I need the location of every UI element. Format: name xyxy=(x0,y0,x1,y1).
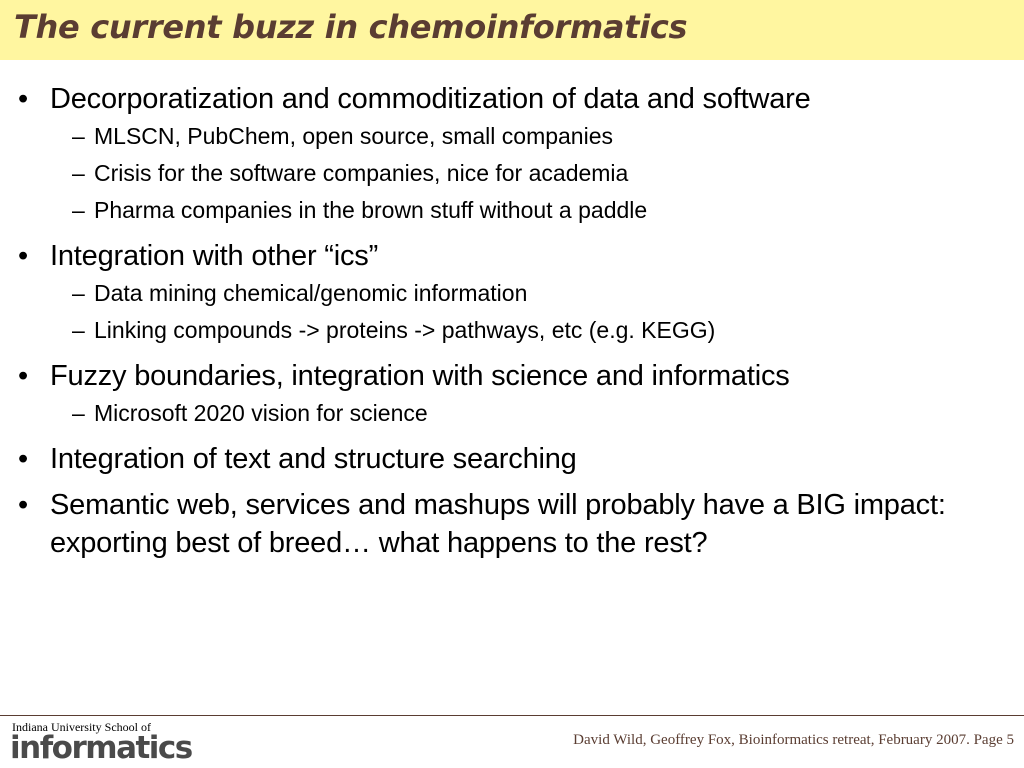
bullet-text: Integration of text and structure searching xyxy=(50,443,577,475)
bullet-list xyxy=(18,80,978,562)
sub-text: MLSCN, PubChem, open source, small companies xyxy=(94,123,614,149)
bullet-marker: • xyxy=(18,360,29,392)
bullet-marker: • xyxy=(18,443,29,475)
bullet-marker: • xyxy=(18,83,29,115)
sub-item xyxy=(50,312,978,349)
bullet-text: Decorporatization and commoditization of data and software xyxy=(50,83,811,115)
bullet-item xyxy=(18,357,978,432)
sub-list xyxy=(50,118,978,229)
bullet-text: Fuzzy boundaries, integration with science and informatics xyxy=(50,360,790,392)
sub-item xyxy=(50,192,978,229)
bullet-item xyxy=(18,237,978,349)
sub-text: Data mining chemical/genomic information xyxy=(94,280,528,306)
sub-marker: – xyxy=(72,123,85,149)
slide-body xyxy=(18,80,978,570)
bullet-marker: • xyxy=(18,240,29,272)
sub-text: Microsoft 2020 vision for science xyxy=(94,400,428,426)
bullet-text: Integration with other “ics” xyxy=(50,240,379,272)
sub-marker: – xyxy=(72,280,85,306)
sub-text: Crisis for the software companies, nice for academia xyxy=(94,160,629,186)
sub-text: Linking compounds -> proteins -> pathways, etc (e.g. KEGG) xyxy=(94,317,716,343)
sub-text: Pharma companies in the brown stuff without a paddle xyxy=(94,197,648,223)
sub-item xyxy=(50,395,978,432)
bullet-item xyxy=(18,440,978,478)
logo-word: informatics xyxy=(10,730,192,766)
bullet-marker: • xyxy=(18,489,29,521)
slide-title: The current buzz in chemoinformatics xyxy=(14,8,688,46)
informatics-logo xyxy=(10,718,200,766)
footer-divider xyxy=(0,715,1024,716)
bullet-text: Semantic web, services and mashups will probably have a BIG impact: exporting best of breed… what happens to the rest? xyxy=(50,489,946,559)
sub-list xyxy=(50,395,978,432)
sub-marker: – xyxy=(72,197,85,223)
sub-marker: – xyxy=(72,160,85,186)
logo-caption: Indiana University School of xyxy=(12,720,151,734)
bullet-item xyxy=(18,80,978,229)
sub-item xyxy=(50,118,978,155)
sub-list xyxy=(50,275,978,349)
sub-marker: – xyxy=(72,400,85,426)
bullet-item xyxy=(18,486,978,562)
sub-item xyxy=(50,275,978,312)
title-bar xyxy=(0,0,1024,60)
sub-marker: – xyxy=(72,317,85,343)
footer-credit: David Wild, Geoffrey Fox, Bioinformatics retreat, February 2007. Page 5 xyxy=(573,732,1014,748)
sub-item xyxy=(50,155,978,192)
